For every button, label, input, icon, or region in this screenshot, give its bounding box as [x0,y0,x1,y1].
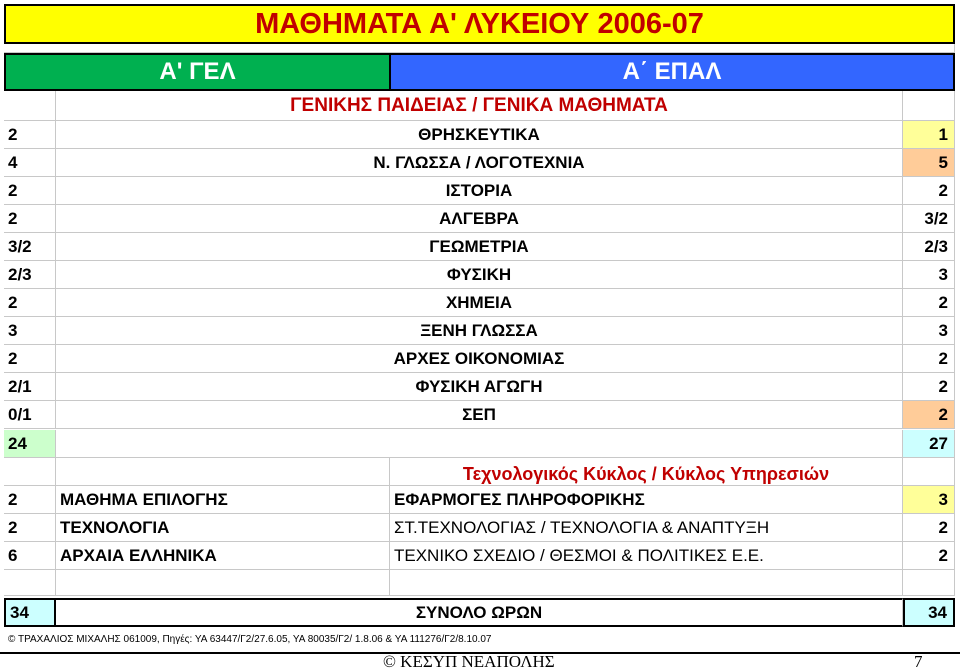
epal-hours: 2 [903,177,955,205]
table-row [4,205,955,233]
subtotal-mid [56,430,903,458]
page-title: ΜΑΘΗΜΑΤΑ Α' ΛΥΚΕΙΟΥ 2006-07 [4,4,955,44]
gel-subject: ΑΡΧΑΙΑ ΕΛΛΗΝΙΚΑ [56,542,390,570]
epal-hours: 3 [903,261,955,289]
blank-row [4,570,955,596]
subject-name: ΣΕΠ [56,401,903,429]
epal-hours: 3 [903,486,955,514]
total-epal: 34 [903,598,955,627]
gel-hours: 2/3 [4,261,56,289]
epal-hours: 2 [903,345,955,373]
title-row [4,4,955,44]
subject-name: ΦΥΣΙΚΗ ΑΓΩΓΗ [56,373,903,401]
gel-hours: 3 [4,317,56,345]
table-row [4,233,955,261]
source-note: © ΤΡΑΧΑΛΙΟΣ ΜΙΧΑΛΗΣ 061009, Πηγές: ΥΑ 63447/Γ2/27.6.05, ΥΑ 80035/Γ2/ 1.8.06 & ΥΑ 111276/Γ2/8.10.07 [8,633,492,645]
gel-hours: 2 [4,486,56,514]
table-row [4,345,955,373]
total-label: ΣΥΝΟΛΟ ΩΡΩΝ [56,598,903,627]
table-row [4,289,955,317]
footer-page-number: 7 [914,652,923,671]
blank-cell [903,570,955,596]
epal-hours: 3/2 [903,205,955,233]
epal-blank [903,458,955,486]
tech-section-title: Τεχνολογικός Κύκλος / Κύκλος Υπηρεσιών [390,458,903,486]
table-row [4,401,955,429]
epal-hours: 2 [903,289,955,317]
header-row [4,53,955,91]
header-gel: Α' ΓΕΛ [4,53,390,91]
subject-name: ΞΕΝΗ ΓΛΩΣΣΑ [56,317,903,345]
epal-hours: 2 [903,401,955,429]
spacer-cell [4,44,955,53]
subject-name: ΓΕΩΜΕΤΡΙΑ [56,233,903,261]
gel-hours: 6 [4,542,56,570]
table-row [4,177,955,205]
gel-subject: ΜΑΘΗΜΑ ΕΠΙΛΟΓΗΣ [56,486,390,514]
table-row [4,121,955,149]
subject-name: ΑΛΓΕΒΡΑ [56,205,903,233]
epal-subject: ΤΕΧΝΙΚΟ ΣΧΕΔΙΟ / ΘΕΣΜΟΙ & ΠΟΛΙΤΙΚΕΣ Ε.Ε. [390,542,903,570]
gel-hours: 2 [4,514,56,542]
table-row [4,317,955,345]
table-row [4,486,955,514]
subject-name: ΘΡΗΣΚΕΥΤΙΚΑ [56,121,903,149]
gel-blank [4,458,56,486]
blank-cell [56,570,390,596]
table-row [4,149,955,177]
subject-name: ΧΗΜΕΙΑ [56,289,903,317]
gel-hours: 2 [4,289,56,317]
gel-hours: 4 [4,149,56,177]
gel-subject-blank [56,458,390,486]
subtotal-row [4,430,955,458]
subject-name: ΑΡΧΕΣ ΟΙΚΟΝΟΜΙΑΣ [56,345,903,373]
epal-subject: ΕΦΑΡΜΟΓΕΣ ΠΛΗΡΟΦΟΡΙΚΗΣ [390,486,903,514]
epal-subject: ΣΤ.ΤΕΧΝΟΛΟΓΙΑΣ / ΤΕΧΝΟΛΟΓΙΑ & ΑΝΑΠΤΥΞΗ [390,514,903,542]
general-section-title: ΓΕΝΙΚΗΣ ΠΑΙΔΕΙΑΣ / ΓΕΝΙΚΑ ΜΑΘΗΜΑΤΑ [56,91,903,121]
subject-name: ΦΥΣΙΚΗ [56,261,903,289]
blank-cell [390,570,903,596]
footer-org: © ΚΕΣΥΠ ΝΕΑΠΟΛΗΣ [383,652,555,671]
gel-hours: 2 [4,205,56,233]
totals-row [4,598,955,627]
epal-hours: 2 [903,373,955,401]
subject-name: ΙΣΤΟΡΙΑ [56,177,903,205]
gel-hours: 3/2 [4,233,56,261]
table-row [4,514,955,542]
subject-name: Ν. ΓΛΩΣΣΑ / ΛΟΓΟΤΕΧΝΙΑ [56,149,903,177]
epal-blank [903,91,955,121]
general-section-row [4,91,955,121]
gel-hours: 2/1 [4,373,56,401]
tech-section-row [4,458,955,486]
spacer-row [4,44,955,53]
epal-hours: 5 [903,149,955,177]
epal-hours: 2 [903,514,955,542]
blank-cell [4,570,56,596]
table-row [4,373,955,401]
epal-hours: 2/3 [903,233,955,261]
gel-hours: 2 [4,345,56,373]
epal-hours: 2 [903,542,955,570]
table-row [4,261,955,289]
gel-hours: 2 [4,177,56,205]
epal-hours: 3 [903,317,955,345]
subtotal-gel: 24 [4,430,56,458]
header-epal: Α΄ ΕΠΑΛ [390,53,955,91]
epal-hours: 1 [903,121,955,149]
table-row [4,542,955,570]
gel-hours: 2 [4,121,56,149]
gel-subject: ΤΕΧΝΟΛΟΓΙΑ [56,514,390,542]
gel-hours: 0/1 [4,401,56,429]
gel-blank [4,91,56,121]
total-gel: 34 [4,598,56,627]
subtotal-epal: 27 [903,430,955,458]
note-row [4,630,955,648]
